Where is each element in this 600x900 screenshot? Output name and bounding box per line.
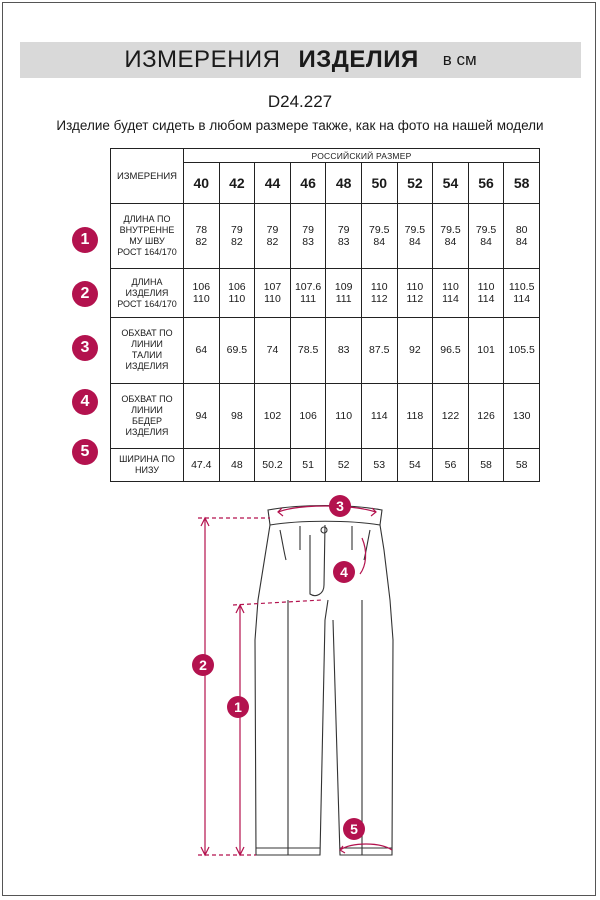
size-header-52: 52 — [397, 163, 433, 204]
value-cell — [397, 269, 433, 318]
value-line: 94 — [195, 409, 208, 422]
row-marker-3: 3 — [72, 335, 98, 361]
trousers-diagram — [0, 490, 600, 870]
row-label-line: ИЗДЕЛИЯ — [125, 287, 169, 298]
row-label-line: ДЛИНА ПО — [123, 214, 171, 225]
title-units: в см — [442, 50, 477, 69]
value-cell — [290, 383, 326, 448]
value-line: 110 — [264, 293, 281, 306]
title-bold: ИЗДЕЛИЯ — [298, 46, 419, 73]
value-cell — [433, 204, 469, 269]
value-line: 114 — [370, 409, 388, 422]
row-label-line: ЛИНИИ — [131, 339, 163, 350]
value-line: 78.5 — [297, 344, 319, 357]
value-cell — [219, 383, 255, 448]
value-cell — [255, 383, 291, 448]
value-line: 53 — [373, 458, 386, 471]
value-line: 114 — [442, 293, 459, 306]
row-label — [111, 383, 184, 448]
value-line: 106 — [228, 281, 246, 294]
value-line: 98 — [231, 409, 243, 422]
value-cell — [397, 204, 433, 269]
row-label-line: ИЗДЕЛИЯ — [125, 361, 169, 372]
value-line: 79.5 — [369, 224, 390, 237]
value-line: 87.5 — [369, 344, 390, 357]
fit-note: Изделие будет сидеть в любом размере также, как на фото на нашей модели — [56, 118, 544, 133]
size-header-56: 56 — [468, 163, 504, 204]
row-label — [111, 448, 184, 481]
size-header-40: 40 — [184, 163, 220, 204]
value-cell — [397, 448, 433, 481]
value-cell — [397, 383, 433, 448]
size-header-42: 42 — [219, 163, 255, 204]
row-label-line: ЛИНИИ — [131, 404, 163, 415]
value-cell — [397, 318, 433, 383]
value-line: 80 — [515, 224, 528, 237]
value-line: 107.6 — [294, 281, 322, 294]
value-line: 111 — [335, 293, 352, 306]
diagram-marker-2: 2 — [192, 654, 214, 676]
value-cell — [184, 383, 220, 448]
value-line: 110 — [442, 281, 459, 294]
size-header-48: 48 — [326, 163, 362, 204]
value-line: 82 — [195, 236, 208, 249]
value-cell — [433, 383, 469, 448]
value-line: 79.5 — [404, 224, 426, 237]
measure-header: ИЗМЕРЕНИЯ — [111, 149, 184, 204]
value-line: 110 — [335, 409, 353, 422]
table-row — [111, 383, 540, 448]
value-cell — [504, 383, 540, 448]
value-line: 112 — [406, 293, 424, 306]
size-header-50: 50 — [361, 163, 397, 204]
size-table — [110, 148, 540, 482]
value-cell — [290, 448, 326, 481]
row-label-line: ОБХВАТ ПО — [121, 328, 173, 339]
value-cell — [255, 318, 291, 383]
value-cell — [361, 204, 397, 269]
value-line: 109 — [334, 281, 353, 294]
size-system-header: РОССИЙСКИЙ РАЗМЕР — [184, 149, 540, 163]
row-label — [111, 269, 184, 318]
value-cell — [433, 448, 469, 481]
diagram-marker-1: 1 — [227, 696, 249, 718]
value-cell — [290, 318, 326, 383]
value-cell — [361, 318, 397, 383]
value-line: 111 — [300, 293, 317, 306]
row-marker-5: 5 — [72, 439, 98, 465]
value-cell — [219, 448, 255, 481]
table-row — [111, 204, 540, 269]
title-bar — [20, 42, 581, 78]
value-line: 69.5 — [226, 344, 248, 357]
value-line: 58 — [515, 458, 528, 471]
value-cell — [184, 204, 220, 269]
value-line: 110 — [228, 293, 246, 306]
value-line: 47.4 — [191, 458, 212, 471]
value-cell — [504, 269, 540, 318]
value-line: 82 — [231, 236, 243, 249]
row-label-line: МУ ШВУ — [129, 236, 165, 247]
value-cell — [504, 448, 540, 481]
row-label-line: ТАЛИИ — [131, 350, 163, 361]
value-line: 106 — [192, 281, 211, 294]
value-line: 101 — [477, 344, 495, 357]
row-marker-4: 4 — [72, 389, 98, 415]
value-cell — [326, 269, 362, 318]
value-cell — [219, 204, 255, 269]
diagram-marker-3: 3 — [329, 495, 351, 517]
value-line: 51 — [302, 458, 314, 471]
value-line: 110 — [406, 281, 424, 294]
row-label-line: БЕДЕР — [131, 415, 162, 426]
value-cell — [468, 383, 504, 448]
value-line: 110 — [192, 293, 210, 306]
value-line: 64 — [195, 344, 208, 357]
row-label-line: РОСТ 164/170 — [117, 298, 177, 309]
value-line: 84 — [444, 236, 457, 249]
value-cell — [326, 448, 362, 481]
value-line: 84 — [480, 236, 492, 249]
value-line: 56 — [444, 458, 457, 471]
value-line: 84 — [373, 236, 386, 249]
value-cell — [184, 269, 220, 318]
value-cell — [255, 269, 291, 318]
value-line: 110 — [477, 281, 495, 294]
value-line: 58 — [480, 458, 492, 471]
value-cell — [290, 269, 326, 318]
value-cell — [326, 383, 362, 448]
value-cell — [326, 318, 362, 383]
size-header-54: 54 — [433, 163, 469, 204]
row-label — [111, 318, 184, 383]
value-line: 79.5 — [440, 224, 461, 237]
row-label-line: ИЗДЕЛИЯ — [125, 426, 169, 437]
value-line: 74 — [266, 344, 279, 357]
row-marker-2: 2 — [72, 281, 98, 307]
diagram-marker-5: 5 — [343, 818, 365, 840]
value-line: 79 — [266, 224, 279, 237]
row-label-line: ВНУТРЕННЕ — [119, 225, 175, 236]
row-marker-1: 1 — [72, 227, 98, 253]
value-line: 82 — [266, 236, 279, 249]
value-cell — [468, 269, 504, 318]
value-cell — [361, 383, 397, 448]
table-row — [111, 269, 540, 318]
value-line: 78 — [195, 224, 208, 237]
value-line: 112 — [370, 293, 388, 306]
value-cell — [184, 318, 220, 383]
value-cell — [184, 448, 220, 481]
value-cell — [361, 269, 397, 318]
value-line: 114 — [477, 293, 495, 306]
value-line: 105.5 — [508, 344, 535, 357]
row-label-line: НИЗУ — [134, 464, 160, 475]
value-line: 110.5 — [508, 281, 535, 294]
value-cell — [504, 204, 540, 269]
value-line: 83 — [337, 344, 350, 357]
value-cell — [468, 318, 504, 383]
value-line: 83 — [337, 236, 350, 249]
value-cell — [255, 204, 291, 269]
row-label-line: ОБХВАТ ПО — [121, 393, 173, 404]
value-line: 84 — [409, 236, 421, 249]
trousers-outline — [255, 506, 393, 856]
row-label — [111, 204, 184, 269]
value-line: 79.5 — [475, 224, 497, 237]
value-cell — [326, 204, 362, 269]
value-line: 126 — [477, 409, 495, 422]
value-cell — [361, 448, 397, 481]
value-cell — [433, 318, 469, 383]
product-code: D24.227 — [267, 92, 333, 111]
size-header-46: 46 — [290, 163, 326, 204]
value-line: 102 — [263, 409, 282, 422]
value-line: 122 — [441, 409, 460, 422]
value-line: 106 — [299, 409, 317, 422]
value-cell — [219, 269, 255, 318]
value-line: 48 — [231, 458, 243, 471]
value-line: 114 — [513, 293, 531, 306]
value-line: 83 — [302, 236, 314, 249]
value-line: 79 — [337, 224, 350, 237]
value-cell — [468, 448, 504, 481]
value-cell — [290, 204, 326, 269]
value-line: 96.5 — [440, 344, 461, 357]
diagram-marker-4: 4 — [333, 561, 355, 583]
measure-lines — [198, 506, 392, 855]
value-line: 118 — [406, 409, 424, 422]
size-header-44: 44 — [255, 163, 291, 204]
value-line: 84 — [515, 236, 528, 249]
value-line: 79 — [231, 224, 243, 237]
value-line: 130 — [512, 409, 531, 422]
title-regular: ИЗМЕРЕНИЯ — [124, 46, 281, 73]
row-label-line: ШИРИНА ПО — [119, 453, 175, 464]
value-line: 54 — [409, 458, 421, 471]
table-row — [111, 318, 540, 383]
value-line: 52 — [337, 458, 350, 471]
size-header-58: 58 — [504, 163, 540, 204]
value-line: 107 — [263, 281, 282, 294]
value-line: 79 — [302, 224, 314, 237]
table-row — [111, 448, 540, 481]
value-cell — [468, 204, 504, 269]
row-label-line: ДЛИНА — [131, 276, 163, 287]
row-label-line: РОСТ 164/170 — [117, 247, 177, 258]
value-line: 110 — [370, 281, 388, 294]
value-cell — [504, 318, 540, 383]
value-cell — [219, 318, 255, 383]
value-line: 50.2 — [262, 458, 283, 471]
value-line: 92 — [409, 344, 421, 357]
value-cell — [255, 448, 291, 481]
value-cell — [433, 269, 469, 318]
